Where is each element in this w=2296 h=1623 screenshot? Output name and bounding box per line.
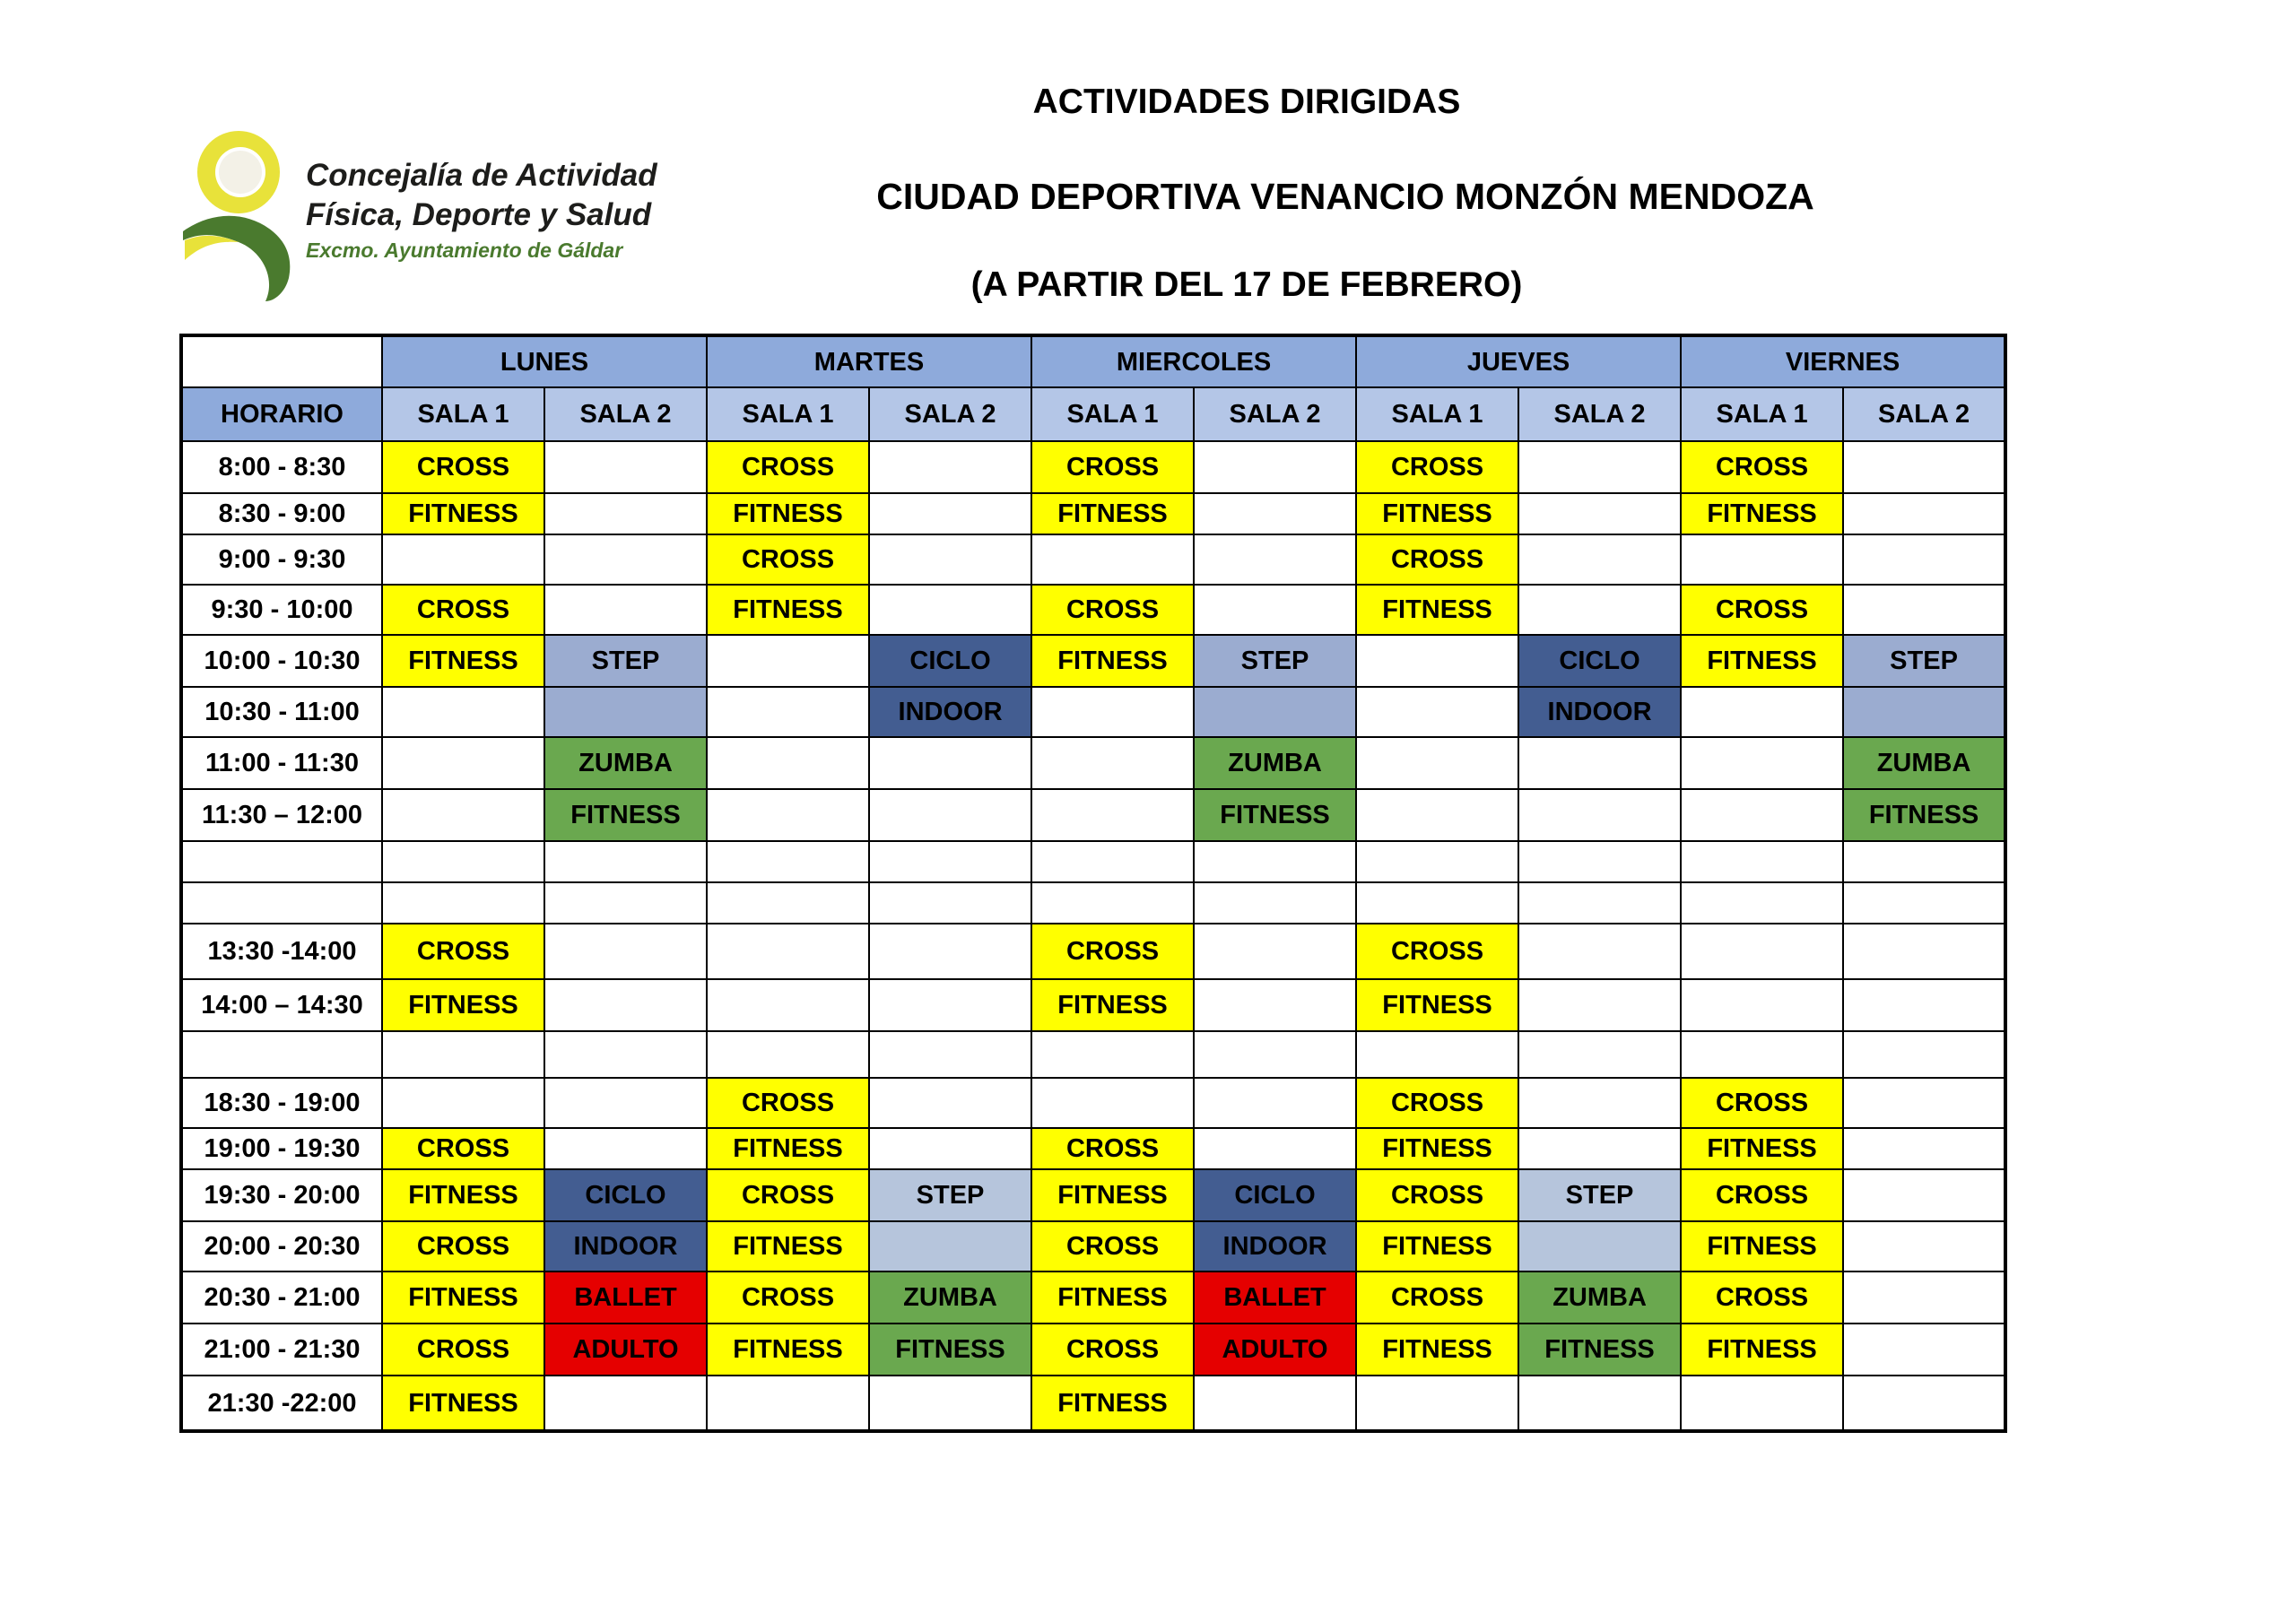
empty-cell [1681, 924, 1843, 979]
logo [176, 126, 657, 318]
corner-cell [181, 335, 382, 387]
table-row [181, 1031, 2005, 1078]
activity-cell: CROSS [707, 1271, 869, 1324]
empty-cell [1518, 1031, 1681, 1078]
activity-cell: CROSS [1356, 924, 1518, 979]
empty-cell [1518, 841, 1681, 882]
activity-cell: ZUMBA [1518, 1271, 1681, 1324]
empty-cell [382, 882, 544, 924]
activity-cell: FITNESS [382, 979, 544, 1031]
empty-cell [1031, 882, 1194, 924]
time-slot: 9:00 - 9:30 [181, 534, 382, 585]
activity-cell-continuation [1843, 687, 2005, 737]
room-header: SALA 1 [1356, 387, 1518, 441]
empty-cell [1518, 1376, 1681, 1431]
activity-cell: CROSS [382, 585, 544, 635]
time-slot: 13:30 -14:00 [181, 924, 382, 979]
empty-cell [1843, 534, 2005, 585]
empty-cell [1518, 882, 1681, 924]
empty-cell [1518, 493, 1681, 534]
room-header: SALA 1 [382, 387, 544, 441]
activity-cell: FITNESS [1031, 1376, 1194, 1431]
empty-cell [707, 635, 869, 687]
activity-cell: CICLO [1194, 1169, 1356, 1221]
empty-cell [869, 789, 1031, 841]
table-row [181, 635, 2005, 687]
day-header: MARTES [707, 335, 1031, 387]
empty-cell [382, 841, 544, 882]
room-header: SALA 2 [1518, 387, 1681, 441]
time-slot: 18:30 - 19:00 [181, 1078, 382, 1128]
empty-cell [869, 441, 1031, 493]
activity-cell: FITNESS [1356, 1221, 1518, 1271]
empty-cell [869, 1128, 1031, 1169]
activity-cell: INDOOR [1518, 687, 1681, 737]
empty-cell [544, 1376, 707, 1431]
activity-cell: CROSS [382, 441, 544, 493]
empty-cell [1194, 924, 1356, 979]
empty-cell [544, 882, 707, 924]
time-slot: 21:00 - 21:30 [181, 1324, 382, 1376]
empty-cell [869, 841, 1031, 882]
room-header: SALA 2 [1843, 387, 2005, 441]
empty-cell [869, 882, 1031, 924]
empty-cell [1031, 1078, 1194, 1128]
empty-cell [1194, 585, 1356, 635]
table-row [181, 1128, 2005, 1169]
time-slot: 20:30 - 21:00 [181, 1271, 382, 1324]
table-row [181, 979, 2005, 1031]
table-row [181, 1324, 2005, 1376]
empty-cell [1843, 1324, 2005, 1376]
day-header: LUNES [382, 335, 707, 387]
empty-cell [869, 924, 1031, 979]
empty-cell [382, 737, 544, 789]
empty-cell [544, 1031, 707, 1078]
activity-cell: ZUMBA [869, 1271, 1031, 1324]
time-slot [181, 882, 382, 924]
empty-cell [869, 1031, 1031, 1078]
empty-cell [1681, 789, 1843, 841]
empty-cell [1843, 979, 2005, 1031]
activity-cell: CROSS [1031, 585, 1194, 635]
empty-cell [1031, 841, 1194, 882]
table-row [181, 841, 2005, 882]
activity-cell: FITNESS [1031, 1271, 1194, 1324]
table-row [181, 1221, 2005, 1271]
activity-cell: CROSS [707, 1078, 869, 1128]
empty-cell [544, 1078, 707, 1128]
activity-cell: CROSS [1681, 585, 1843, 635]
empty-cell [707, 882, 869, 924]
activity-cell: CROSS [1356, 441, 1518, 493]
activity-cell: CROSS [1681, 1271, 1843, 1324]
activity-cell: FITNESS [544, 789, 707, 841]
empty-cell [869, 737, 1031, 789]
activity-cell: STEP [1518, 1169, 1681, 1221]
empty-cell [1031, 789, 1194, 841]
activity-cell: FITNESS [707, 1221, 869, 1271]
activity-cell: FITNESS [382, 1169, 544, 1221]
activity-cell: CROSS [1031, 1128, 1194, 1169]
empty-cell [544, 924, 707, 979]
activity-cell: CICLO [869, 635, 1031, 687]
table-row [181, 924, 2005, 979]
activity-cell: FITNESS [1031, 1169, 1194, 1221]
empty-cell [1194, 979, 1356, 1031]
table-row [181, 789, 2005, 841]
activity-cell: FITNESS [1681, 1221, 1843, 1271]
activity-cell: STEP [544, 635, 707, 687]
activity-cell-continuation [544, 687, 707, 737]
empty-cell [1518, 924, 1681, 979]
empty-cell [1194, 1128, 1356, 1169]
table-row [181, 441, 2005, 493]
room-header: SALA 1 [1681, 387, 1843, 441]
activity-cell: FITNESS [707, 1324, 869, 1376]
empty-cell [707, 841, 869, 882]
activity-cell: ZUMBA [1194, 737, 1356, 789]
logo-line-1: Concejalía de Actividad [306, 158, 657, 193]
empty-cell [707, 924, 869, 979]
empty-cell [1356, 635, 1518, 687]
table-row [181, 585, 2005, 635]
activity-cell: STEP [869, 1169, 1031, 1221]
activity-cell: ZUMBA [544, 737, 707, 789]
empty-cell [707, 687, 869, 737]
activity-cell: FITNESS [1356, 979, 1518, 1031]
empty-cell [1194, 493, 1356, 534]
empty-cell [707, 1376, 869, 1431]
activity-cell: ADULTO [1194, 1324, 1356, 1376]
empty-cell [1518, 979, 1681, 1031]
empty-cell [1031, 1031, 1194, 1078]
activity-cell: BALLET [544, 1271, 707, 1324]
activity-cell: CROSS [707, 534, 869, 585]
room-header: SALA 2 [1194, 387, 1356, 441]
activity-cell: CROSS [1031, 924, 1194, 979]
activity-cell: FITNESS [1681, 1128, 1843, 1169]
empty-cell [1031, 534, 1194, 585]
empty-cell [1843, 882, 2005, 924]
table-row [181, 1376, 2005, 1431]
time-slot: 20:00 - 20:30 [181, 1221, 382, 1271]
empty-cell [1194, 841, 1356, 882]
empty-cell [544, 493, 707, 534]
activity-cell: CROSS [1356, 1169, 1518, 1221]
activity-cell: CROSS [1681, 441, 1843, 493]
activity-cell: FITNESS [1031, 493, 1194, 534]
empty-cell [382, 534, 544, 585]
activity-cell: FITNESS [382, 1271, 544, 1324]
empty-cell [544, 1128, 707, 1169]
page-subtitle: CIUDAD DEPORTIVA VENANCIO MONZÓN MENDOZA [876, 176, 1814, 217]
activity-cell: FITNESS [707, 1128, 869, 1169]
activity-cell: FITNESS [1356, 1324, 1518, 1376]
activity-cell: BALLET [1194, 1271, 1356, 1324]
day-header: MIERCOLES [1031, 335, 1356, 387]
table-row [181, 882, 2005, 924]
empty-cell [1356, 1031, 1518, 1078]
activity-cell-continuation [1194, 687, 1356, 737]
empty-cell [869, 493, 1031, 534]
empty-cell [1843, 1376, 2005, 1431]
activity-cell: CROSS [707, 1169, 869, 1221]
activity-cell: CROSS [1031, 1221, 1194, 1271]
empty-cell [707, 1031, 869, 1078]
activity-cell: CROSS [382, 924, 544, 979]
empty-cell [1681, 1031, 1843, 1078]
time-slot: 11:00 - 11:30 [181, 737, 382, 789]
empty-cell [1194, 441, 1356, 493]
activity-cell: FITNESS [1518, 1324, 1681, 1376]
empty-cell [544, 441, 707, 493]
activity-cell: FITNESS [1031, 979, 1194, 1031]
activity-cell: CROSS [382, 1128, 544, 1169]
time-slot [181, 841, 382, 882]
empty-cell [1518, 789, 1681, 841]
empty-cell [1681, 841, 1843, 882]
table-row [181, 493, 2005, 534]
table-row [181, 534, 2005, 585]
activity-cell: FITNESS [1356, 1128, 1518, 1169]
empty-cell [707, 789, 869, 841]
activity-cell: FITNESS [1681, 635, 1843, 687]
empty-cell [1194, 882, 1356, 924]
empty-cell [382, 687, 544, 737]
activity-cell: STEP [1194, 635, 1356, 687]
empty-cell [1356, 687, 1518, 737]
activity-cell: FITNESS [1681, 1324, 1843, 1376]
logo-line-2: Física, Deporte y Salud [306, 197, 652, 232]
activity-cell: FITNESS [1031, 635, 1194, 687]
activity-cell: CROSS [1356, 1271, 1518, 1324]
empty-cell [1194, 1031, 1356, 1078]
empty-cell [1843, 493, 2005, 534]
time-slot: 19:00 - 19:30 [181, 1128, 382, 1169]
empty-cell [1843, 1221, 2005, 1271]
time-slot: 8:00 - 8:30 [181, 441, 382, 493]
room-header: SALA 2 [544, 387, 707, 441]
activity-cell: STEP [1843, 635, 2005, 687]
activity-cell: CROSS [382, 1324, 544, 1376]
day-header: JUEVES [1356, 335, 1681, 387]
time-slot: 11:30 – 12:00 [181, 789, 382, 841]
empty-cell [1843, 441, 2005, 493]
activity-cell: CROSS [1356, 534, 1518, 585]
empty-cell [1194, 1376, 1356, 1431]
empty-cell [869, 979, 1031, 1031]
empty-cell [1681, 687, 1843, 737]
empty-cell [1518, 441, 1681, 493]
empty-cell [544, 841, 707, 882]
concejalia-logo-icon [176, 126, 301, 305]
time-slot [181, 1031, 382, 1078]
empty-cell [544, 534, 707, 585]
empty-cell [1681, 534, 1843, 585]
activity-cell: FITNESS [382, 1376, 544, 1431]
activity-cell: FITNESS [1843, 789, 2005, 841]
empty-cell [544, 979, 707, 1031]
empty-cell [1194, 1078, 1356, 1128]
time-slot: 10:30 - 11:00 [181, 687, 382, 737]
empty-cell [1356, 882, 1518, 924]
empty-cell [382, 1078, 544, 1128]
activity-cell: CROSS [707, 441, 869, 493]
empty-cell [1194, 534, 1356, 585]
activity-cell: ADULTO [544, 1324, 707, 1376]
time-slot: 14:00 – 14:30 [181, 979, 382, 1031]
activity-cell: CROSS [1031, 1324, 1194, 1376]
empty-cell [869, 534, 1031, 585]
activity-cell-continuation [869, 1221, 1031, 1271]
page-title: ACTIVIDADES DIRIGIDAS [1032, 82, 1461, 121]
empty-cell [1843, 1078, 2005, 1128]
empty-cell [382, 1031, 544, 1078]
empty-cell [869, 1078, 1031, 1128]
empty-cell [1356, 737, 1518, 789]
activity-cell-continuation [1518, 1221, 1681, 1271]
room-header: SALA 2 [869, 387, 1031, 441]
activity-cell: FITNESS [707, 585, 869, 635]
empty-cell [1843, 585, 2005, 635]
empty-cell [382, 789, 544, 841]
empty-cell [1681, 1376, 1843, 1431]
activity-cell: FITNESS [1681, 493, 1843, 534]
logo-line-3: Excmo. Ayuntamiento de Gáldar [306, 239, 623, 262]
empty-cell [1843, 1128, 2005, 1169]
time-slot: 10:00 - 10:30 [181, 635, 382, 687]
table-row [181, 1169, 2005, 1221]
empty-cell [1518, 585, 1681, 635]
activity-cell: CROSS [1356, 1078, 1518, 1128]
activity-cell: FITNESS [1356, 493, 1518, 534]
empty-cell [544, 585, 707, 635]
activity-cell: FITNESS [382, 493, 544, 534]
empty-cell [1356, 789, 1518, 841]
empty-cell [707, 737, 869, 789]
empty-cell [1356, 1376, 1518, 1431]
activity-cell: FITNESS [382, 635, 544, 687]
empty-cell [1518, 737, 1681, 789]
day-header: VIERNES [1681, 335, 2005, 387]
activity-cell: INDOOR [1194, 1221, 1356, 1271]
time-slot: 21:30 -22:00 [181, 1376, 382, 1431]
activity-cell: FITNESS [707, 493, 869, 534]
activity-cell: CICLO [544, 1169, 707, 1221]
activity-cell: ZUMBA [1843, 737, 2005, 789]
table-row [181, 687, 2005, 737]
empty-cell [1681, 979, 1843, 1031]
empty-cell [1843, 924, 2005, 979]
empty-cell [1843, 841, 2005, 882]
empty-cell [1031, 737, 1194, 789]
empty-cell [1518, 534, 1681, 585]
empty-cell [1681, 737, 1843, 789]
empty-cell [869, 1376, 1031, 1431]
activity-cell: CICLO [1518, 635, 1681, 687]
time-slot: 19:30 - 20:00 [181, 1169, 382, 1221]
date-note: (A PARTIR DEL 17 DE FEBRERO) [970, 265, 1523, 304]
empty-cell [1843, 1031, 2005, 1078]
schedule-table [179, 334, 2007, 1433]
empty-cell [1031, 687, 1194, 737]
activity-cell: INDOOR [869, 687, 1031, 737]
activity-cell: CROSS [1681, 1169, 1843, 1221]
empty-cell [1681, 882, 1843, 924]
activity-cell: FITNESS [869, 1324, 1031, 1376]
time-slot: 9:30 - 10:00 [181, 585, 382, 635]
empty-cell [869, 585, 1031, 635]
room-header: SALA 1 [707, 387, 869, 441]
time-slot: 8:30 - 9:00 [181, 493, 382, 534]
table-row [181, 1078, 2005, 1128]
activity-cell: INDOOR [544, 1221, 707, 1271]
table-row [181, 737, 2005, 789]
empty-cell [1518, 1128, 1681, 1169]
empty-cell [1843, 1271, 2005, 1324]
empty-cell [1518, 1078, 1681, 1128]
activity-cell: CROSS [1681, 1078, 1843, 1128]
horario-header: HORARIO [181, 387, 382, 441]
empty-cell [707, 979, 869, 1031]
activity-cell: CROSS [1031, 441, 1194, 493]
table-row [181, 1271, 2005, 1324]
activity-cell: CROSS [382, 1221, 544, 1271]
activity-cell: FITNESS [1194, 789, 1356, 841]
empty-cell [1356, 841, 1518, 882]
empty-cell [1843, 1169, 2005, 1221]
activity-cell: FITNESS [1356, 585, 1518, 635]
room-header: SALA 1 [1031, 387, 1194, 441]
